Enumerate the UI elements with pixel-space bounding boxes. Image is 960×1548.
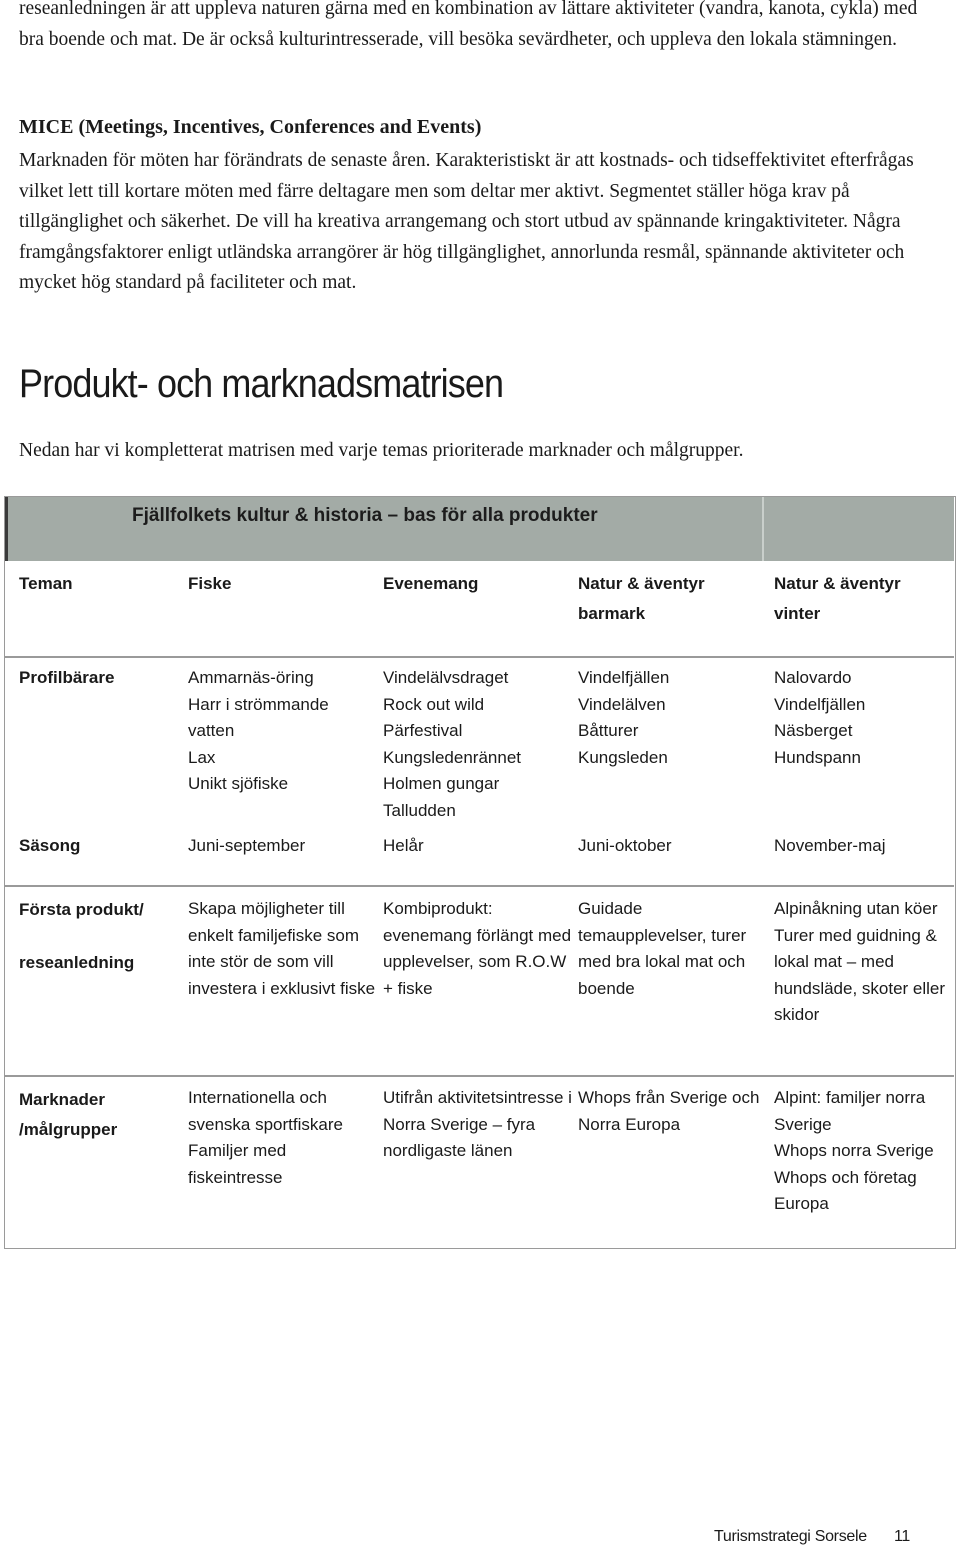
table-banner [5, 497, 954, 561]
section-heading: Produkt- och marknadsmatrisen [19, 362, 504, 406]
footer-title: Turismstrategi Sorsele [714, 1528, 867, 1545]
cell-profil-evenemang: Vindelälvsdraget Rock out wild Pärfestival Kungsledenrännet Holmen gungar Talludden [383, 668, 522, 820]
header-evenemang: Evenemang [383, 574, 479, 593]
cell-forsta-fiske: Skapa möjligheter till enkelt familjefiske som inte stör de som vill investera i exklusivt fiske [188, 899, 376, 998]
mice-heading: MICE (Meetings, Incentives, Conferences and Events) [19, 116, 482, 138]
cell-marknader-vinter: Alpint: familjer norra Sverige Whops norra Sverige Whops och företag Europa [774, 1088, 934, 1213]
banner-title: Fjällfolkets kultur & historia – bas för alla produkter [132, 505, 598, 526]
cell-profil-vinter: Nalovardo Vindelfjällen Näsberget Hundspann [774, 668, 866, 767]
intro-paragraph: reseanledningen är att uppleva naturen gärna med en kombination av lättare aktiviteter (vandra, kanota, cykla) med bra boende och mat. De är också kulturintresserade, vill besöka sevärdheter, och uppleva den lokala stämningen. [19, 0, 918, 50]
product-market-matrix [4, 496, 956, 1249]
cell-profil-barmark: Vindelfjällen Vindelälven Båtturer Kungsleden [578, 668, 670, 767]
row-label-marknader: Marknader /målgrupper [19, 1090, 118, 1139]
section-intro-paragraph: Nedan har vi kompletterat matrisen med varje temas prioriterade marknader och målgrupper. [19, 440, 744, 461]
page-number: 11 [894, 1528, 911, 1545]
row-divider [5, 1075, 954, 1077]
row-divider [5, 656, 954, 658]
banner-divider [762, 497, 764, 561]
row-label-profilbarare: Profilbärare [19, 668, 115, 687]
header-teman: Teman [19, 574, 73, 593]
cell-forsta-barmark: Guidade temaupplevelser, turer med bra lokal mat och boende [578, 899, 747, 998]
cell-sasong-evenemang: Helår [383, 836, 424, 855]
cell-marknader-evenemang: Utifrån aktivitetsintresse i Norra Sverige – fyra nordligaste länen [383, 1088, 572, 1160]
mice-paragraph: Marknaden för möten har förändrats de senaste åren. Karakteristiskt är att kostnads- och tidseffektivitet efterfrågas vilket lett till kortare möten med färre deltagare men som deltar mer aktivt. Segmentet ställer höga krav på tillgänglighet och säkerhet. De vill ha kreativa arrangemang och stort utbud av spännande kringaktiviteter. Några framgångsfaktorer enligt utländska arrangörer är hög tillgänglighet, annorlunda resmål, spännande aktiviteter och mycket hög standard på faciliteter och mat. [19, 150, 914, 293]
cell-marknader-barmark: Whops från Sverige och Norra Europa [578, 1088, 760, 1134]
header-natur-barmark: Natur & äventyr barmark [578, 574, 705, 623]
cell-forsta-vinter: Alpinåkning utan köer Turer med guidning & lokal mat – med hundsläde, skoter eller skidor [774, 899, 946, 1024]
cell-sasong-fiske: Juni-september [188, 836, 306, 855]
cell-profil-fiske: Ammarnäs-öring Harr i strömmande vatten Lax Unikt sjöfiske [188, 668, 329, 793]
row-label-sasong: Säsong [19, 836, 81, 855]
page-footer [714, 1528, 911, 1546]
cell-sasong-barmark: Juni-oktober [578, 836, 672, 855]
cell-sasong-vinter: November-maj [774, 836, 886, 855]
row-label-forsta-produkt: Första produkt/ reseanledning [19, 900, 144, 972]
cell-forsta-evenemang: Kombiprodukt: evenemang förlängt med upplevelser, som R.O.W + fiske [383, 899, 572, 998]
header-fiske: Fiske [188, 574, 232, 593]
header-natur-vinter: Natur & äventyr vinter [774, 574, 901, 623]
banner-left-bar [5, 497, 8, 561]
cell-marknader-fiske: Internationella och svenska sportfiskare Familjer med fiskeintresse [188, 1088, 343, 1187]
